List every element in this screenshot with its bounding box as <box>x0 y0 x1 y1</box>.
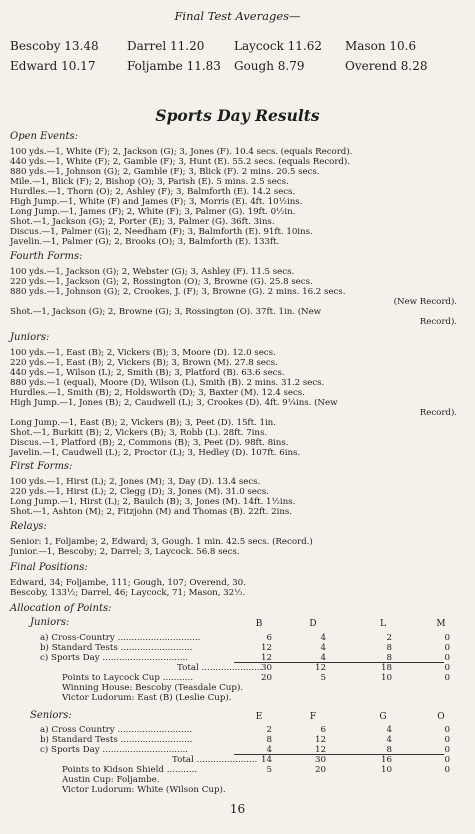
allocation-seniors-label: Seniors: <box>30 710 72 721</box>
cell: 20 <box>314 765 326 775</box>
result-line: 880 yds.—1 (equal), Moore (D), Wilson (L), Smith (B). 2 mins. 31.2 secs. <box>10 378 325 388</box>
average-edward: Edward 10.17 <box>10 59 96 73</box>
average-foljambe: Foljambe 11.83 <box>127 59 221 73</box>
cell: 0 <box>444 735 450 745</box>
allocation-juniors-label: Juniors: <box>30 617 70 628</box>
section-heading-relays: Relays: <box>10 521 47 532</box>
cell: 0 <box>444 673 450 683</box>
cell: 0 <box>444 653 450 663</box>
cell: 12 <box>314 663 326 673</box>
cell: 10 <box>380 673 392 683</box>
page-number: 16 <box>229 802 246 816</box>
result-line: Long Jump.—1, Hirst (L); 2, Baulch (B); 3, Jones (M). 14ft. 1½ins. <box>10 497 296 507</box>
result-line: 100 yds.—1, Jackson (G); 2, Webster (G); 3, Ashley (F). 11.5 secs. <box>10 267 295 277</box>
result-line: Mile.—1, Blick (F); 2, Bishop (O); 3, Parish (E). 5 mins. 2.5 secs. <box>10 177 289 187</box>
cell: 14 <box>260 755 272 765</box>
average-darrel: Darrel 11.20 <box>127 39 205 53</box>
result-line: 100 yds.—1, East (B); 2, Vickers (B); 3, Moore (D). 12.0 secs. <box>10 348 276 358</box>
row-label: c) Sports Day ............................... <box>40 653 189 663</box>
cell: 0 <box>444 725 450 735</box>
average-overend: Overend 8.28 <box>345 59 428 73</box>
result-line: 880 yds.—1, Johnson (G); 2, Crookes, J. (F); 3, Browne (G). 2 mins. 16.2 secs. <box>10 287 346 297</box>
column-header: F <box>309 712 317 722</box>
section-heading-fourth-forms: Fourth Forms: <box>10 251 83 262</box>
result-line: Shot.—1, Jackson (G); 2, Browne (G); 3, Rossington (O). 37ft. 1in. (New <box>10 307 322 317</box>
result-line: (New Record). <box>393 297 457 307</box>
cell: 5 <box>266 765 272 775</box>
cell: 12 <box>314 735 326 745</box>
cell: 30 <box>260 663 272 673</box>
result-line: Javelin.—1, Palmer (G); 2, Brooks (O); 3, Balmforth (E). 133ft. <box>10 237 280 247</box>
result-line: Senior: 1, Foljambe; 2, Edward; 3, Gough. 1 min. 42.5 secs. (Record.) <box>10 537 313 547</box>
section-heading-open-events: Open Events: <box>10 131 78 142</box>
cell: 8 <box>386 643 392 653</box>
row-label: b) Standard Tests .......................... <box>40 735 193 745</box>
column-header: M <box>436 619 446 629</box>
page-title: Sports Day Results <box>155 106 320 125</box>
section-heading-juniors: Juniors: <box>10 332 50 343</box>
result-line: Shot.—1, Jackson (G); 2, Porter (E); 3, Palmer (G). 36ft. 3ins. <box>10 217 275 227</box>
winning-house: Winning House: Bescoby (Teasdale Cup). <box>62 683 244 693</box>
row-label: a) Cross Country ........................... <box>40 725 192 735</box>
cell: 4 <box>320 643 326 653</box>
column-header: D <box>309 619 317 629</box>
result-line: 440 yds.—1, White (F); 2, Gamble (F); 3, Hunt (E). 55.2 secs. (equals Record). <box>10 157 350 167</box>
cell: 0 <box>444 633 450 643</box>
column-header: O <box>437 712 445 722</box>
cell: 30 <box>314 755 326 765</box>
result-line: High Jump.—1, Jones (B); 2, Caudwell (L); 3, Crookes (D). 4ft. 9¼ins. (New <box>10 398 338 408</box>
austin-cup: Austin Cup: Foljambe. <box>62 775 160 785</box>
result-line: Edward, 34; Foljambe, 111; Gough, 107; Overend, 30. <box>10 578 246 588</box>
result-line: Javelin.—1, Caudwell (L); 2, Proctor (L); 3, Hedley (D). 107ft. 6ins. <box>10 448 301 458</box>
victor-ludorum: Victor Ludorum: East (B) (Leslie Cup). <box>62 693 232 703</box>
cell: 6 <box>266 633 272 643</box>
cell: 12 <box>260 643 272 653</box>
cell: 4 <box>320 653 326 663</box>
cell: 2 <box>266 725 272 735</box>
cell: 16 <box>380 755 392 765</box>
average-bescoby: Bescoby 13.48 <box>10 39 99 53</box>
column-header: E <box>255 712 263 722</box>
average-mason: Mason 10.6 <box>345 39 417 53</box>
cell: 8 <box>386 653 392 663</box>
cell: 0 <box>444 663 450 673</box>
result-line: Hurdles.—1, Smith (B); 2, Holdsworth (D); 3, Baxter (M). 12.4 secs. <box>10 388 305 398</box>
section-heading-allocation: Allocation of Points: <box>10 603 112 614</box>
result-line: Discus.—1, Platford (B); 2, Commons (B); 3, Peet (D). 98ft. 8ins. <box>10 438 289 448</box>
cell: 2 <box>386 633 392 643</box>
result-line: Record). <box>419 317 457 327</box>
result-line: Shot.—1, Burkitt (B); 2, Vickers (B); 3, Robb (L). 28ft. 7ins. <box>10 428 268 438</box>
cell: 12 <box>314 745 326 755</box>
cell: 8 <box>266 735 272 745</box>
cell: 4 <box>320 633 326 643</box>
column-header: L <box>380 619 386 629</box>
cell: 4 <box>386 725 392 735</box>
cell: 12 <box>260 653 272 663</box>
result-line: Bescoby, 133½; Darrel, 46; Laycock, 71; Mason, 32½. <box>10 588 246 598</box>
cell: 5 <box>320 673 326 683</box>
cell: 8 <box>386 745 392 755</box>
cell: 4 <box>386 735 392 745</box>
row-label: a) Cross-Country .............................. <box>40 633 201 643</box>
cell: 10 <box>380 765 392 775</box>
result-line: Discus.—1, Palmer (G); 2, Needham (F); 3, Balmforth (E). 91ft. 10ins. <box>10 227 313 237</box>
section-heading-first-forms: First Forms: <box>10 461 73 472</box>
column-header: G <box>379 712 387 722</box>
cell: 0 <box>444 755 450 765</box>
cell: 4 <box>266 745 272 755</box>
result-line: 880 yds.—1, Johnson (G); 2, Gamble (F); 3, Blick (F). 2 mins. 20.5 secs. <box>10 167 320 177</box>
row-label-total: Total ...................... <box>172 755 258 765</box>
average-laycock: Laycock 11.62 <box>234 39 323 53</box>
cell: 0 <box>444 765 450 775</box>
row-label-points: Points to Kidson Shield ........... <box>62 765 198 775</box>
result-line: 220 yds.—1, East (B); 2, Vickers (B); 3, Brown (M). 27.8 secs. <box>10 358 278 368</box>
section-heading-final-positions: Final Positions: <box>10 562 88 573</box>
cell: 20 <box>260 673 272 683</box>
result-line: Long Jump.—1, East (B); 2, Vickers (B); 3, Peet (D). 15ft. 1in. <box>10 418 276 428</box>
row-label: c) Sports Day ............................... <box>40 745 189 755</box>
result-line: 100 yds.—1, Hirst (L); 2, Jones (M); 3, Day (D). 13.4 secs. <box>10 477 261 487</box>
result-line: 220 yds.—1, Hirst (L); 2, Clegg (D); 3, Jones (M). 31.0 secs. <box>10 487 269 497</box>
row-label: b) Standard Tests .......................... <box>40 643 193 653</box>
result-line: 220 yds.—1, Jackson (G); 2, Rossington (O); 3, Browne (G). 25.8 secs. <box>10 277 313 287</box>
column-header: B <box>255 619 263 629</box>
result-line: Junior.—1, Bescoby; 2, Darrel; 3, Laycock. 56.8 secs. <box>10 547 240 557</box>
result-line: Long Jump.—1, James (F); 2, White (F); 3, Palmer (G). 19ft. 0½in. <box>10 207 296 217</box>
result-line: Hurdles.—1, Thorn (O); 2, Ashley (F); 3, Balmforth (E). 14.2 secs. <box>10 187 296 197</box>
row-label-total: Total ...................... <box>177 663 263 673</box>
victor-ludorum: Victor Ludorum: White (Wilson Cup). <box>62 785 226 795</box>
result-line: Record). <box>419 408 457 418</box>
result-line: 100 yds.—1, White (F); 2, Jackson (G); 3, Jones (F). 10.4 secs. (equals Record). <box>10 147 353 157</box>
result-line: 440 yds.—1, Wilson (L); 2, Smith (B); 3, Platford (B). 63.6 secs. <box>10 368 285 378</box>
row-label-points: Points to Laycock Cup ........... <box>62 673 194 683</box>
final-averages-heading: Final Test Averages— <box>174 9 301 23</box>
result-line: High Jump.—1, White (F) and James (F); 3, Morris (E). 4ft. 10½ins. <box>10 197 303 207</box>
cell: 0 <box>444 643 450 653</box>
result-line: Shot.—1, Ashton (M); 2, Fitzjohn (M) and Thomas (B). 22ft. 2ins. <box>10 507 293 517</box>
cell: 0 <box>444 745 450 755</box>
average-gough: Gough 8.79 <box>234 59 305 73</box>
cell: 6 <box>320 725 326 735</box>
cell: 18 <box>380 663 392 673</box>
